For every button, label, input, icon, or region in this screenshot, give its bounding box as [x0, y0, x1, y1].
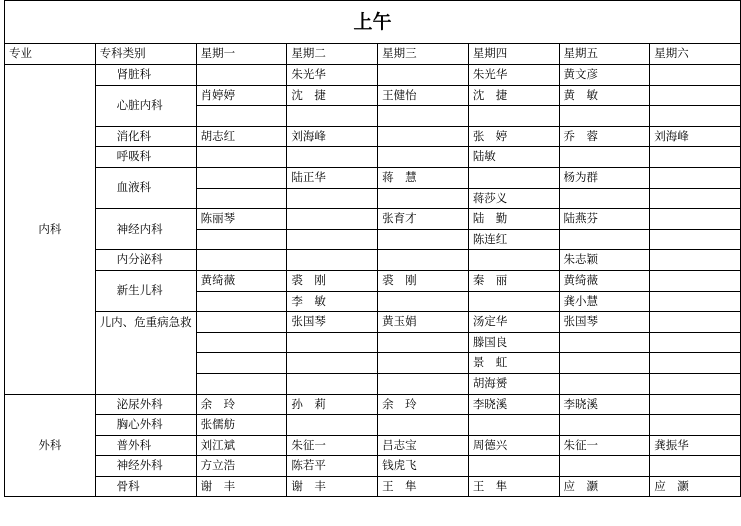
- schedule-cell: 余 玲: [378, 394, 469, 415]
- schedule-cell: 钱虎飞: [378, 456, 469, 477]
- page-title: 上午: [5, 1, 741, 44]
- department-cell: 内分泌科: [95, 250, 196, 271]
- schedule-cell: [196, 167, 287, 188]
- schedule-cell: 裘 刚: [287, 270, 378, 291]
- schedule-cell: 陈丽琴: [196, 209, 287, 230]
- schedule-cell: 张 婷: [468, 126, 559, 147]
- schedule-cell: [378, 415, 469, 436]
- schedule-cell: 杨为群: [559, 167, 650, 188]
- schedule-cell: [650, 250, 741, 271]
- schedule-cell: [650, 415, 741, 436]
- schedule-cell: 刘海峰: [287, 126, 378, 147]
- schedule-cell: 王健怡: [378, 85, 469, 106]
- schedule-cell: 黄绮薇: [196, 270, 287, 291]
- schedule-cell: [378, 65, 469, 86]
- header-category: 专科类别: [95, 44, 196, 65]
- schedule-cell: 王 隼: [468, 476, 559, 497]
- schedule-cell: [287, 373, 378, 394]
- schedule-table: [4, 0, 741, 497]
- schedule-cell: [650, 85, 741, 106]
- schedule-cell: [196, 106, 287, 127]
- schedule-cell: [287, 229, 378, 250]
- schedule-cell: 裘 刚: [378, 270, 469, 291]
- schedule-cell: [287, 332, 378, 353]
- schedule-cell: [468, 250, 559, 271]
- department-cell: 儿内、危重病急救: [95, 312, 196, 394]
- schedule-cell: [650, 147, 741, 168]
- schedule-cell: [378, 106, 469, 127]
- schedule-cell: 景 虹: [468, 353, 559, 374]
- schedule-cell: 黄绮薇: [559, 270, 650, 291]
- schedule-cell: [559, 456, 650, 477]
- table-row: [5, 476, 741, 497]
- schedule-cell: 沈 捷: [468, 85, 559, 106]
- schedule-cell: [378, 291, 469, 312]
- department-cell: 呼吸科: [95, 147, 196, 168]
- schedule-cell: 乔 蓉: [559, 126, 650, 147]
- schedule-cell: [559, 229, 650, 250]
- schedule-cell: [378, 332, 469, 353]
- schedule-cell: [196, 65, 287, 86]
- header-day: 星期六: [650, 44, 741, 65]
- schedule-cell: [196, 373, 287, 394]
- schedule-cell: [378, 373, 469, 394]
- schedule-cell: [468, 167, 559, 188]
- schedule-cell: [650, 332, 741, 353]
- schedule-cell: [287, 353, 378, 374]
- table-row: [5, 250, 741, 271]
- schedule-cell: 李晓溪: [559, 394, 650, 415]
- schedule-cell: [559, 332, 650, 353]
- schedule-cell: [287, 106, 378, 127]
- schedule-cell: [650, 65, 741, 86]
- department-cell: 骨科: [95, 476, 196, 497]
- schedule-cell: [287, 147, 378, 168]
- schedule-cell: [468, 415, 559, 436]
- header-day: 星期二: [287, 44, 378, 65]
- schedule-cell: [559, 106, 650, 127]
- header-row: [5, 44, 741, 65]
- schedule-sheet: [4, 0, 741, 497]
- schedule-cell: 孙 莉: [287, 394, 378, 415]
- schedule-cell: [650, 167, 741, 188]
- schedule-cell: [650, 209, 741, 230]
- schedule-cell: 黄玉娟: [378, 312, 469, 333]
- schedule-cell: 李晓溪: [468, 394, 559, 415]
- schedule-cell: 陆 勤: [468, 209, 559, 230]
- schedule-cell: 陈连红: [468, 229, 559, 250]
- table-row: [5, 270, 741, 291]
- major-cell: 外科: [5, 394, 96, 497]
- table-row: [5, 415, 741, 436]
- schedule-cell: [650, 394, 741, 415]
- schedule-cell: [468, 456, 559, 477]
- schedule-cell: 周德兴: [468, 435, 559, 456]
- schedule-cell: [559, 188, 650, 209]
- schedule-cell: [378, 188, 469, 209]
- schedule-cell: 张国琴: [559, 312, 650, 333]
- schedule-cell: [559, 353, 650, 374]
- schedule-cell: 滕国良: [468, 332, 559, 353]
- schedule-cell: 应 灏: [559, 476, 650, 497]
- schedule-cell: 汤定华: [468, 312, 559, 333]
- header-day: 星期三: [378, 44, 469, 65]
- schedule-cell: [559, 415, 650, 436]
- schedule-cell: [378, 229, 469, 250]
- schedule-cell: [378, 126, 469, 147]
- schedule-cell: 朱志颖: [559, 250, 650, 271]
- schedule-cell: [196, 147, 287, 168]
- schedule-cell: [650, 353, 741, 374]
- department-cell: 血液科: [95, 167, 196, 208]
- schedule-cell: [196, 250, 287, 271]
- table-row: [5, 167, 741, 188]
- schedule-cell: 黄 敏: [559, 85, 650, 106]
- schedule-cell: 方立浩: [196, 456, 287, 477]
- schedule-cell: 刘海峰: [650, 126, 741, 147]
- schedule-cell: 陆敏: [468, 147, 559, 168]
- header-major: 专业: [5, 44, 96, 65]
- schedule-cell: [287, 415, 378, 436]
- schedule-cell: [196, 332, 287, 353]
- table-row: [5, 312, 741, 333]
- schedule-cell: 胡海赟: [468, 373, 559, 394]
- header-day: 星期四: [468, 44, 559, 65]
- schedule-cell: 陈若平: [287, 456, 378, 477]
- schedule-cell: 龚振华: [650, 435, 741, 456]
- schedule-cell: 陆燕芬: [559, 209, 650, 230]
- department-cell: 新生儿科: [95, 270, 196, 311]
- table-row: [5, 209, 741, 230]
- schedule-cell: [650, 229, 741, 250]
- schedule-cell: 张育才: [378, 209, 469, 230]
- schedule-cell: [468, 291, 559, 312]
- table-row: [5, 435, 741, 456]
- schedule-cell: 朱征一: [287, 435, 378, 456]
- table-row: [5, 126, 741, 147]
- schedule-cell: [559, 147, 650, 168]
- schedule-cell: 刘江斌: [196, 435, 287, 456]
- table-row: [5, 394, 741, 415]
- department-cell: 胸心外科: [95, 415, 196, 436]
- schedule-cell: [378, 147, 469, 168]
- table-row: [5, 147, 741, 168]
- schedule-cell: [468, 106, 559, 127]
- department-cell: 普外科: [95, 435, 196, 456]
- schedule-cell: 蒋莎义: [468, 188, 559, 209]
- schedule-cell: 黄文彦: [559, 65, 650, 86]
- department-cell: 神经内科: [95, 209, 196, 250]
- department-cell: 心脏内科: [95, 85, 196, 126]
- header-day: 星期五: [559, 44, 650, 65]
- header-day: 星期一: [196, 44, 287, 65]
- schedule-cell: 张国琴: [287, 312, 378, 333]
- schedule-cell: [287, 209, 378, 230]
- schedule-cell: [196, 312, 287, 333]
- schedule-cell: 蒋 慧: [378, 167, 469, 188]
- schedule-cell: 陆正华: [287, 167, 378, 188]
- schedule-cell: [378, 353, 469, 374]
- schedule-cell: [196, 353, 287, 374]
- schedule-cell: 李 敏: [287, 291, 378, 312]
- schedule-cell: 秦 丽: [468, 270, 559, 291]
- schedule-cell: 张儒舫: [196, 415, 287, 436]
- department-cell: 消化科: [95, 126, 196, 147]
- schedule-cell: [650, 106, 741, 127]
- schedule-cell: 朱光华: [468, 65, 559, 86]
- schedule-cell: [650, 456, 741, 477]
- table-row: [5, 85, 741, 106]
- schedule-cell: 王 隼: [378, 476, 469, 497]
- schedule-cell: [650, 373, 741, 394]
- schedule-cell: 胡志红: [196, 126, 287, 147]
- department-cell: 肾脏科: [95, 65, 196, 86]
- schedule-cell: 吕志宝: [378, 435, 469, 456]
- schedule-cell: [650, 270, 741, 291]
- schedule-cell: 应 灏: [650, 476, 741, 497]
- schedule-cell: 余 玲: [196, 394, 287, 415]
- department-cell: 泌尿外科: [95, 394, 196, 415]
- table-row: [5, 456, 741, 477]
- schedule-cell: 肖婷婷: [196, 85, 287, 106]
- schedule-cell: [378, 250, 469, 271]
- table-row: [5, 65, 741, 86]
- schedule-cell: 谢 丰: [287, 476, 378, 497]
- schedule-cell: [196, 229, 287, 250]
- schedule-cell: [559, 373, 650, 394]
- schedule-cell: [287, 188, 378, 209]
- schedule-cell: [650, 312, 741, 333]
- schedule-cell: 沈 捷: [287, 85, 378, 106]
- schedule-cell: [650, 188, 741, 209]
- schedule-cell: 龚小慧: [559, 291, 650, 312]
- schedule-cell: [196, 291, 287, 312]
- major-cell: 内科: [5, 65, 96, 395]
- schedule-cell: 朱征一: [559, 435, 650, 456]
- schedule-cell: 朱光华: [287, 65, 378, 86]
- schedule-cell: [196, 188, 287, 209]
- schedule-cell: [650, 291, 741, 312]
- schedule-cell: 谢 丰: [196, 476, 287, 497]
- department-cell: 神经外科: [95, 456, 196, 477]
- schedule-cell: [287, 250, 378, 271]
